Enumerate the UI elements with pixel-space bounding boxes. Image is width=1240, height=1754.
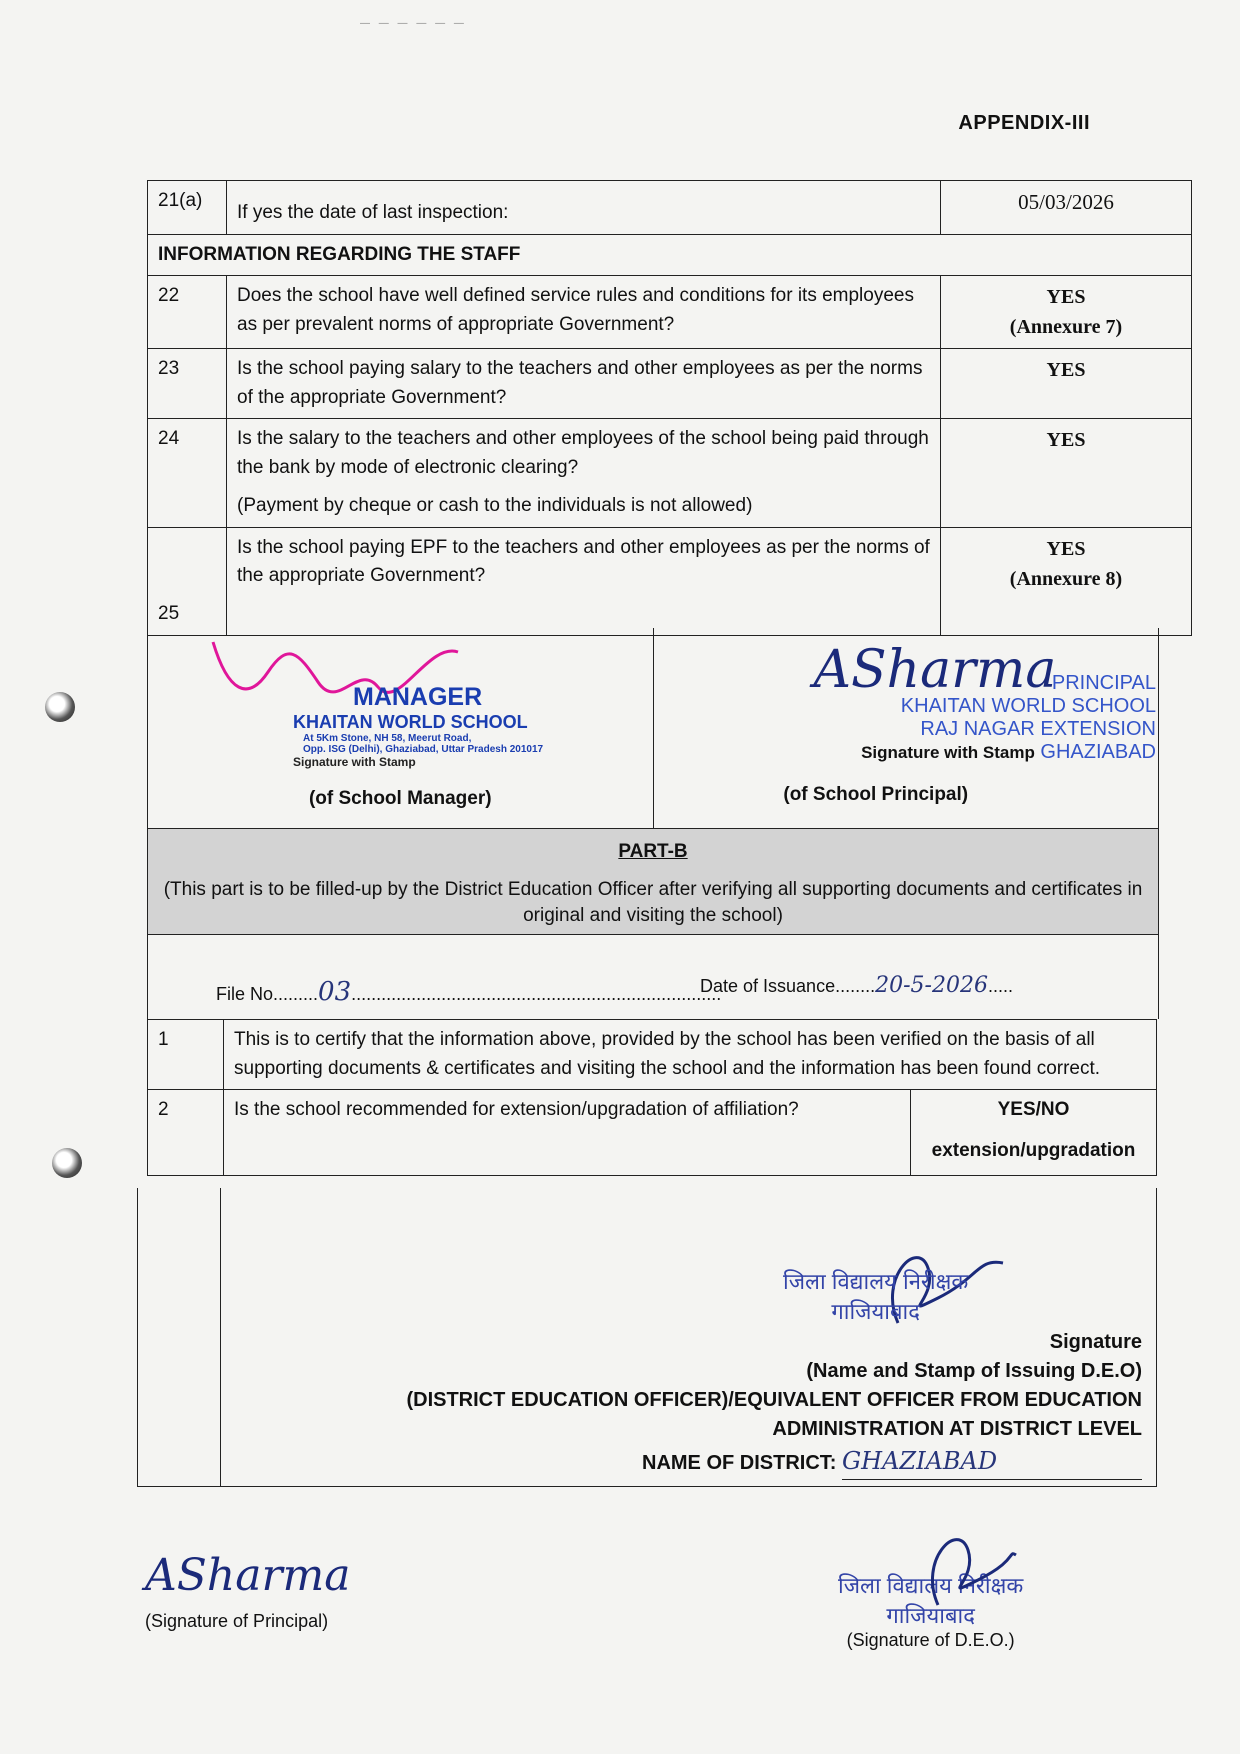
row-answer-note: extension/upgradation xyxy=(931,1139,1136,1161)
punch-hole-bottom xyxy=(52,1148,82,1178)
table-row xyxy=(148,276,1192,349)
principal-caption: (of School Principal) xyxy=(783,784,969,805)
manager-caption: (of School Manager) xyxy=(308,788,492,809)
issuance-date-value: 20-5-2026 xyxy=(875,973,988,998)
footer-deo-caption: (Signature of D.E.O.) xyxy=(846,1630,1015,1650)
manager-stamp xyxy=(293,683,543,769)
table-row xyxy=(148,527,1192,635)
file-line xyxy=(147,933,1159,1019)
deo-details xyxy=(406,1328,1142,1480)
row-answer-note: (Annexure 7) xyxy=(1009,316,1123,338)
row-number: 23 xyxy=(148,349,227,419)
staff-info-table xyxy=(147,180,1192,636)
principal-signature-cell xyxy=(654,628,1159,828)
table-row xyxy=(148,1020,1157,1090)
top-scribble: — — — — — — xyxy=(360,18,467,29)
manager-signature-cell xyxy=(148,628,654,828)
punch-hole-top xyxy=(45,692,75,722)
district-label: NAME OF DISTRICT: xyxy=(642,1452,837,1474)
principal-stamp xyxy=(861,672,1156,764)
row-answer: YES xyxy=(941,349,1192,419)
table-row xyxy=(148,181,1192,235)
section-row xyxy=(148,234,1192,276)
row-number: 2 xyxy=(148,1090,224,1176)
issuance-date-label: Date of Issuance xyxy=(700,976,836,996)
manager-stamp-address: At 5Km Stone, NH 58, Meerut Road, xyxy=(303,733,472,744)
principal-stamp-line1: PRINCIPAL xyxy=(1051,672,1156,694)
district-value: GHAZIABAD xyxy=(842,1444,1142,1480)
row-number: 25 xyxy=(148,527,227,635)
row-answer-cell xyxy=(911,1090,1157,1176)
deo-name-stamp-label: (Name and Stamp of Issuing D.E.O) xyxy=(806,1360,1142,1382)
row-question: Is the school paying EPF to the teachers and other employees as per the norms of the appropriate Government? xyxy=(227,527,941,635)
deo-box-divider xyxy=(220,1188,221,1486)
row-question: If yes the date of last inspection: xyxy=(227,181,941,235)
row-answer-note: (Annexure 8) xyxy=(1009,567,1123,590)
principal-signature-label: Signature with Stamp xyxy=(861,743,1035,762)
row-answer-cell xyxy=(941,527,1192,635)
signature-block xyxy=(147,628,1159,829)
deo-hindi-line2: गाजियाबाद xyxy=(831,1299,920,1324)
district-field xyxy=(406,1444,1142,1480)
partb-instructions: (This part is to be filled-up by the District Education Officer after verifying all supporting documents and certificates in original and visiting the school) xyxy=(163,879,1143,926)
file-number-label: File No. xyxy=(216,984,279,1004)
issuance-date-field: Date of Issuance........20-5-2026..... xyxy=(700,973,1013,998)
row-number: 22 xyxy=(148,276,227,349)
file-number-value: 03 xyxy=(318,977,352,1007)
footer-deo-signature xyxy=(838,1520,1023,1651)
partb-header xyxy=(147,828,1159,935)
manager-stamp-school: KHAITAN WORLD SCHOOL xyxy=(293,712,528,732)
row-note: (Payment by cheque or cash to the individuals is not allowed) xyxy=(237,495,753,516)
partb-title: PART-B xyxy=(618,841,688,862)
principal-stamp-line2: KHAITAN WORLD SCHOOL xyxy=(900,695,1156,717)
file-number-field: File No.........03.......................................................................... xyxy=(216,977,722,1007)
manager-stamp-line4: Opp. ISG (Delhi), Ghaziabad, Uttar Pradesh 201017 xyxy=(303,744,544,755)
table-row xyxy=(148,349,1192,419)
principal-handwritten-signature: ASharma xyxy=(813,640,1057,700)
row-question: Is the school paying salary to the teachers and other employees as per the norms of the appropriate Government? xyxy=(227,349,941,419)
deo-officer-line1: (DISTRICT EDUCATION OFFICER)/EQUIVALENT OFFICER FROM EDUCATION xyxy=(406,1389,1142,1411)
row-question-cell xyxy=(227,419,941,528)
row-question: Is the salary to the teachers and other employees of the school being paid through the bank by mode of electronic clearing? xyxy=(237,428,929,478)
row-number: 24 xyxy=(148,419,227,528)
footer-principal-signature xyxy=(145,1550,350,1632)
deo-signature-label: Signature xyxy=(1049,1331,1142,1353)
row-answer: YES xyxy=(1046,286,1086,308)
deo-hindi-line1: जिला विद्यालय निरीक्षक xyxy=(783,1269,969,1294)
row-text: Is the school recommended for extension/upgradation of affiliation? xyxy=(224,1090,911,1176)
footer-deo-handwriting xyxy=(898,1520,1018,1610)
row-question: Does the school have well defined service rules and conditions for its employees as per prevalent norms of appropriate Government? xyxy=(227,276,941,349)
row-answer-cell xyxy=(941,276,1192,349)
principal-stamp-line4-row xyxy=(861,741,1156,764)
row-answer: 05/03/2026 xyxy=(941,181,1192,235)
principal-stamp-line3: RAJ NAGAR EXTENSION xyxy=(920,718,1156,740)
row-number: 1 xyxy=(148,1020,224,1090)
row-text: This is to certify that the information above, provided by the school has been verified on the basis of all supporting documents & certificates and visiting the school and the information has been found correct. xyxy=(224,1020,1157,1090)
manager-stamp-title: MANAGER xyxy=(353,683,483,711)
row-answer: YES xyxy=(1046,537,1086,560)
row-number: 21(a) xyxy=(148,181,227,235)
deo-hindi-stamp xyxy=(783,1266,968,1326)
footer-principal-caption: (Signature of Principal) xyxy=(145,1611,329,1631)
table-row xyxy=(148,1090,1157,1176)
table-row xyxy=(148,419,1192,528)
footer-deo-hindi2: गाजियाबाद xyxy=(886,1603,975,1628)
row-answer: YES/NO xyxy=(997,1099,1070,1120)
section-heading: INFORMATION REGARDING THE STAFF xyxy=(148,234,1192,276)
appendix-label: APPENDIX-III xyxy=(958,112,1090,134)
deo-officer-line2: ADMINISTRATION AT DISTRICT LEVEL xyxy=(772,1418,1142,1440)
row-answer: YES xyxy=(941,419,1192,528)
footer-principal-handwriting: ASharma xyxy=(145,1550,351,1601)
certification-table xyxy=(147,1019,1157,1176)
footer-deo-hindi1: जिला विद्यालय निरीक्षक xyxy=(838,1573,1024,1598)
deo-signature-box xyxy=(137,1188,1157,1487)
principal-stamp-line4: GHAZIABAD xyxy=(1040,741,1156,763)
manager-signature-label: Signature with Stamp xyxy=(293,755,416,769)
